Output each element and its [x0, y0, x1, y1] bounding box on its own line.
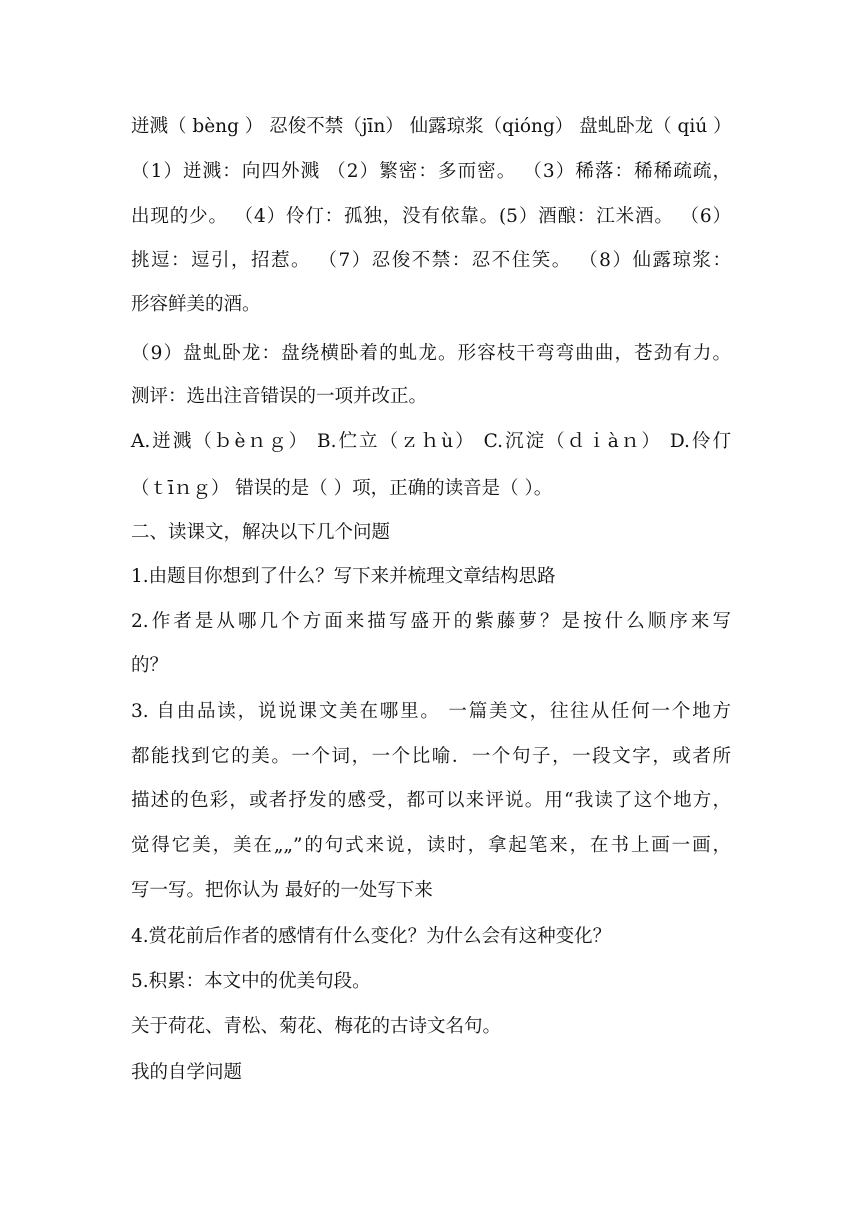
poetry-prompt: 关于荷花、青松、菊花、梅花的古诗文名句。 — [131, 1016, 502, 1037]
definition-line-5: （9）盘虬卧龙：盘绕横卧着的虬龙。形容枝干弯弯曲曲，苍劲有力。 — [131, 343, 731, 364]
definition-line-3: 挑逗：逗引，招惹。 （7）忍俊不禁：忍不住笑。 （8）仙露琼浆： — [131, 250, 731, 271]
question-3-line-5: 写一写。把你认为 最好的一处写下来 — [131, 880, 433, 901]
question-2-line-2: 的？ — [131, 655, 169, 676]
self-study-heading: 我的自学问题 — [131, 1062, 243, 1083]
quiz-heading: 测评：选出注音错误的一项并改正。 — [131, 386, 428, 407]
question-1: 1.由题目你想到了什么？写下来并梳理文章结构思路 — [131, 566, 556, 587]
question-5: 5.积累：本文中的优美句段。 — [131, 971, 371, 992]
question-3-line-2: 都能找到它的美。一个词，一个比喻．一个句子，一段文字，或者所 — [131, 746, 731, 767]
section-heading: 二、读课文，解决以下几个问题 — [131, 522, 391, 543]
question-3-line-3: 描述的色彩，或者抒发的感受，都可以来评说。用“我读了这个地方， — [131, 790, 731, 811]
question-2-line-1: 2.作者是从哪几个方面来描写盛开的紫藤萝？是按什么顺序来写 — [131, 611, 731, 632]
question-4: 4.赏花前后作者的感情有什么变化？为什么会有这种变化？ — [131, 926, 612, 947]
definition-line-2: 出现的少。 （4）伶仃：孤独，没有依靠。(5）酒酿：江米酒。 （6） — [131, 206, 731, 227]
pinyin-line: 迸溅（ bèng ） 忍俊不禁（jīn） 仙露琼浆（qióng） 盘虬卧龙（ qiú ） — [131, 116, 732, 137]
question-3-line-4: 觉得它美，美在„„”的句式来说，读时，拿起笔来，在书上画一画， — [131, 835, 731, 856]
quiz-options: A.迸溅（ｂèｎｇ） B.伫立（ｚｈù） C.沉淀（ｄｉàｎ） D.伶仃 — [131, 431, 731, 452]
quiz-answer-line: （ｔīｎｇ） 错误的是（ ）项，正确的读音是（ ）。 — [131, 478, 553, 499]
definition-line-4: 形容鲜美的酒。 — [131, 294, 261, 315]
definition-line-1: （1）迸溅：向四外溅 （2）繁密：多而密。 （3）稀落：稀稀疏疏， — [131, 161, 731, 182]
question-3-line-1: 3. 自由品读，说说课文美在哪里。 一篇美文，往往从任何一个地方 — [131, 701, 731, 722]
